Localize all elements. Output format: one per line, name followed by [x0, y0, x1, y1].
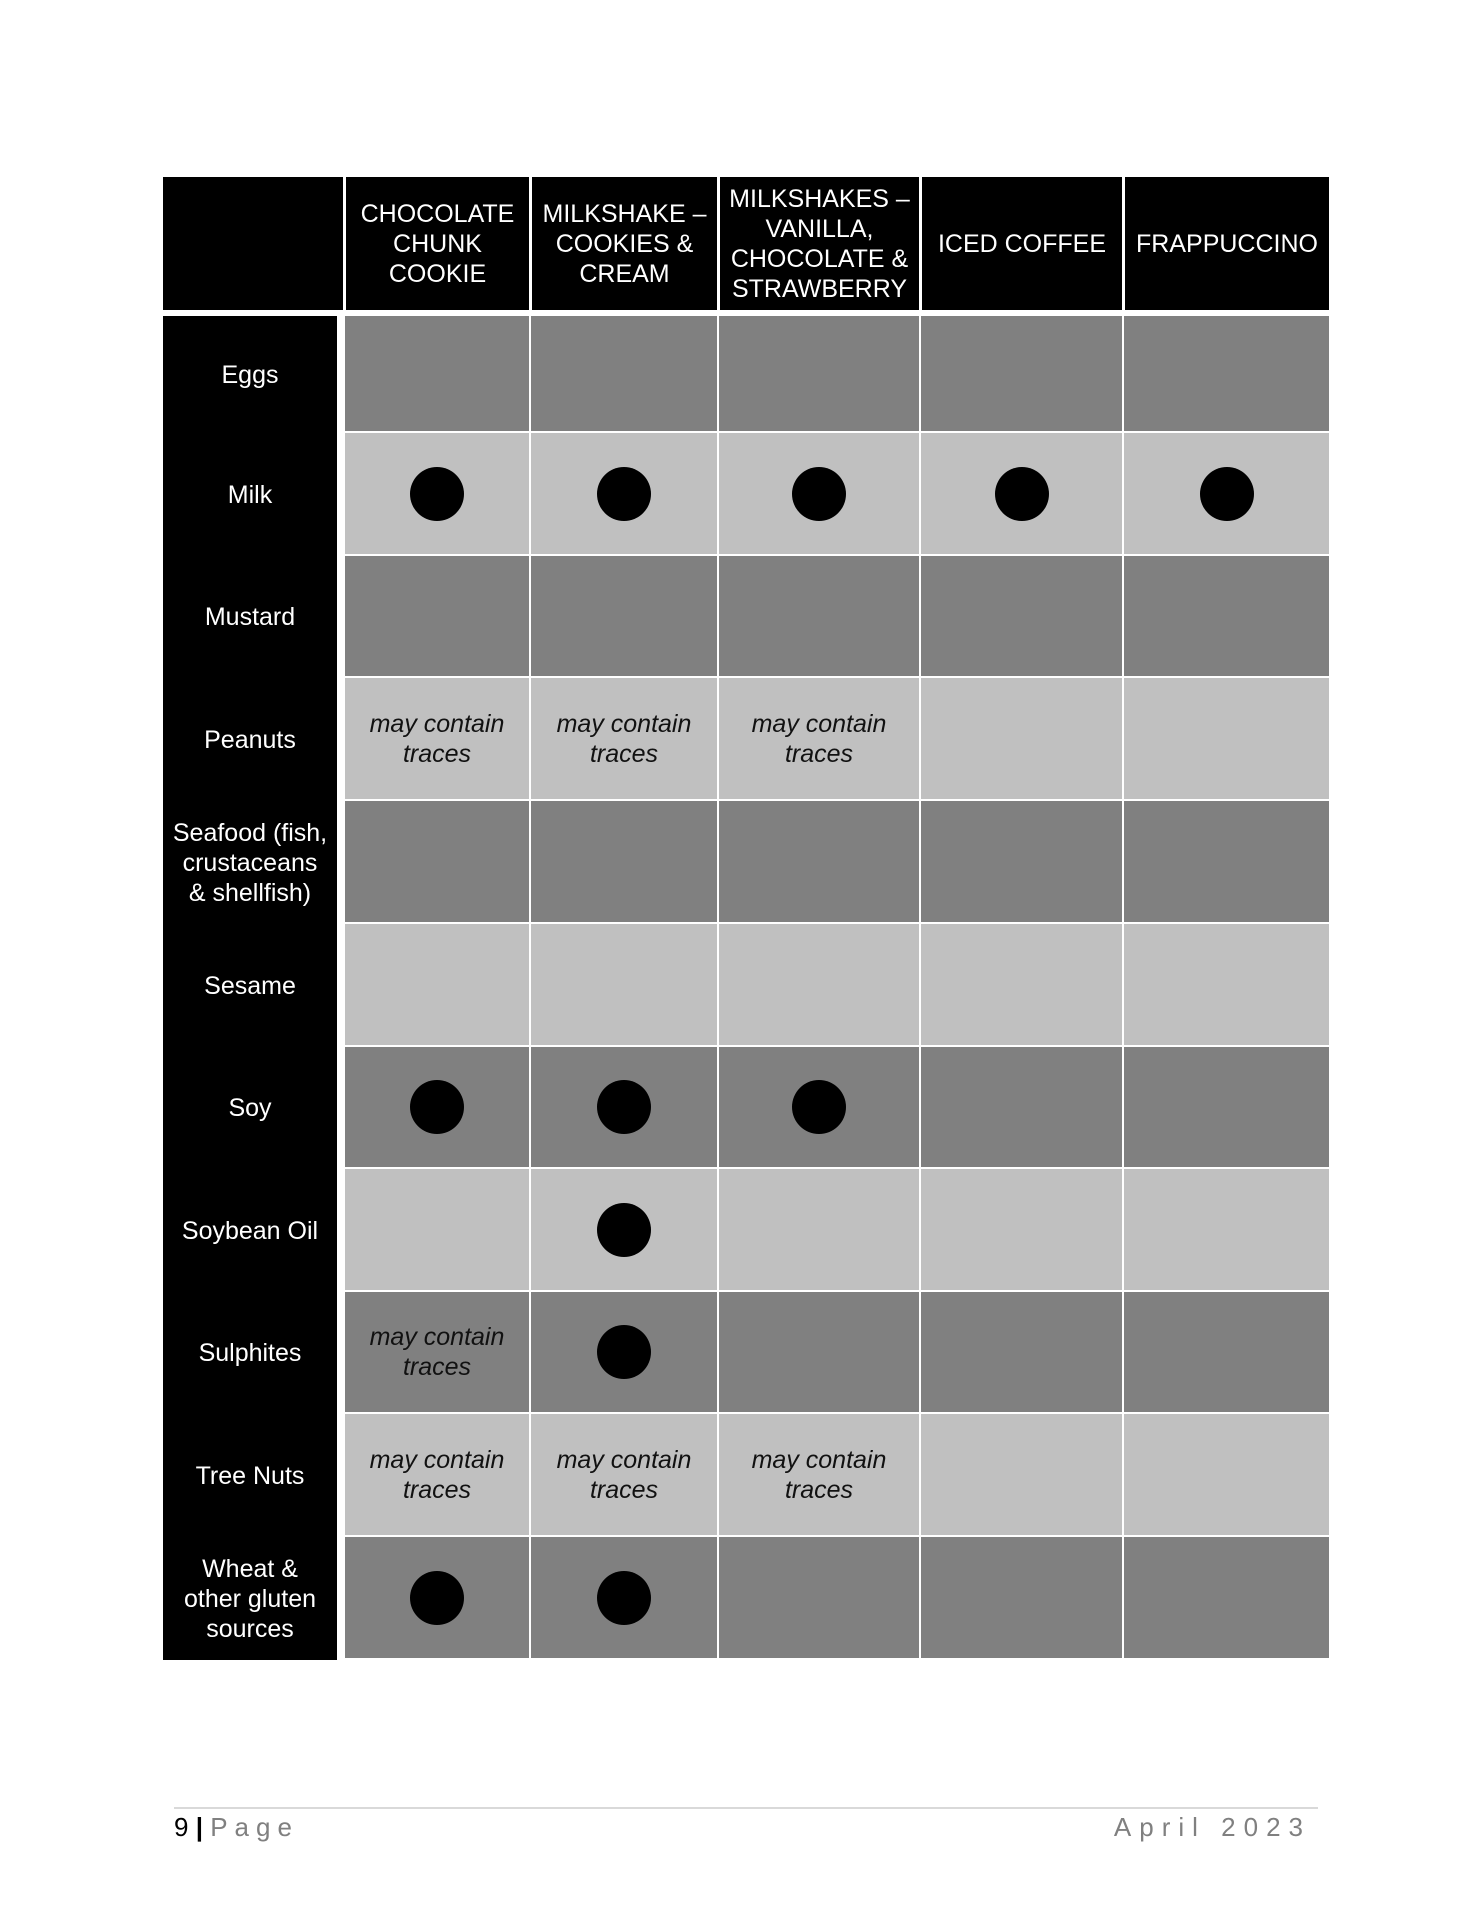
- table-cell: [1122, 556, 1329, 678]
- page-word: Page: [210, 1812, 299, 1842]
- table-cell: [717, 433, 919, 556]
- table-cell: [919, 1169, 1122, 1292]
- table-cell: [717, 1169, 919, 1292]
- table-cell: [343, 1047, 529, 1169]
- trace-note: may contain traces: [369, 1445, 505, 1504]
- table-cell: [717, 801, 919, 924]
- table-cell: [919, 1292, 1122, 1414]
- table-cell: [1122, 1292, 1329, 1414]
- footer-date: April 2023: [1113, 1812, 1311, 1842]
- table-cell: [529, 1537, 717, 1660]
- page-number-footer: [174, 1812, 299, 1843]
- row-label: Sesame: [163, 924, 343, 1047]
- contains-dot-icon: [597, 1325, 651, 1379]
- trace-note: may contain traces: [556, 1445, 692, 1504]
- contains-dot-icon: [597, 467, 651, 521]
- table-cell: [529, 1414, 717, 1537]
- table-cell: [343, 801, 529, 924]
- table-cell: [1122, 433, 1329, 556]
- table-cell: [529, 1047, 717, 1169]
- table-cell: [343, 556, 529, 678]
- table-cell: [919, 316, 1122, 433]
- table-cell: [919, 1047, 1122, 1169]
- row-label: Peanuts: [163, 678, 343, 801]
- contains-dot-icon: [410, 1571, 464, 1625]
- trace-note: may contain traces: [751, 709, 887, 768]
- table-cell: [1122, 316, 1329, 433]
- contains-dot-icon: [597, 1080, 651, 1134]
- table-cell: [529, 801, 717, 924]
- row-label: Soy: [163, 1047, 343, 1169]
- table-cell: [919, 924, 1122, 1047]
- table-cell: [919, 1537, 1122, 1660]
- page-number: 9: [174, 1812, 189, 1842]
- contains-dot-icon: [597, 1203, 651, 1257]
- table-cell: [529, 1169, 717, 1292]
- table-cell: [343, 1292, 529, 1414]
- table-cell: [717, 678, 919, 801]
- table-cell: [1122, 1537, 1329, 1660]
- table-cell: [343, 316, 529, 433]
- table-cell: [919, 433, 1122, 556]
- trace-note: may contain traces: [369, 709, 505, 768]
- trace-note: may contain traces: [751, 1445, 887, 1504]
- column-header: CHOCOLATE CHUNK COOKIE: [343, 177, 529, 316]
- row-label: Wheat & other gluten sources: [163, 1537, 343, 1660]
- table-cell: [1122, 1169, 1329, 1292]
- table-cell: [343, 924, 529, 1047]
- table-cell: [1122, 1047, 1329, 1169]
- row-label: Soybean Oil: [163, 1169, 343, 1292]
- table-cell: [529, 433, 717, 556]
- allergen-table: [163, 177, 1329, 1667]
- row-label: Seafood (fish, crustaceans & shellfish): [163, 801, 343, 924]
- table-cell: [717, 924, 919, 1047]
- row-label: Sulphites: [163, 1292, 343, 1414]
- table-cell: [529, 316, 717, 433]
- table-cell: [343, 1169, 529, 1292]
- table-cell: [717, 1414, 919, 1537]
- contains-dot-icon: [410, 1080, 464, 1134]
- column-header: FRAPPUCCINO: [1122, 177, 1329, 316]
- table-corner: [163, 177, 343, 316]
- trace-note: may contain traces: [556, 709, 692, 768]
- table-cell: [717, 1047, 919, 1169]
- table-cell: [529, 924, 717, 1047]
- page-separator: |: [195, 1812, 203, 1842]
- column-header: ICED COFFEE: [919, 177, 1122, 316]
- table-cell: [919, 801, 1122, 924]
- table-cell: [919, 1414, 1122, 1537]
- column-header: MILKSHAKE – COOKIES & CREAM: [529, 177, 717, 316]
- contains-dot-icon: [995, 467, 1049, 521]
- row-label: Milk: [163, 433, 343, 556]
- row-label: Eggs: [163, 316, 343, 433]
- table-cell: [1122, 1414, 1329, 1537]
- contains-dot-icon: [792, 467, 846, 521]
- table-cell: [717, 316, 919, 433]
- table-cell: [919, 678, 1122, 801]
- table-cell: [717, 1292, 919, 1414]
- row-label: Tree Nuts: [163, 1414, 343, 1537]
- table-cell: [1122, 801, 1329, 924]
- table-cell: [529, 678, 717, 801]
- table-cell: [717, 556, 919, 678]
- row-label: Mustard: [163, 556, 343, 678]
- table-cell: [343, 433, 529, 556]
- footer-divider: [174, 1807, 1318, 1809]
- table-cell: [343, 1537, 529, 1660]
- table-cell: [343, 1414, 529, 1537]
- table-cell: [529, 1292, 717, 1414]
- contains-dot-icon: [597, 1571, 651, 1625]
- contains-dot-icon: [410, 467, 464, 521]
- trace-note: may contain traces: [369, 1323, 505, 1381]
- column-header: MILKSHAKES – VANILLA, CHOCOLATE & STRAWBERRY: [717, 177, 919, 316]
- contains-dot-icon: [1200, 467, 1254, 521]
- table-cell: [717, 1537, 919, 1660]
- table-cell: [1122, 924, 1329, 1047]
- table-cell: [343, 678, 529, 801]
- contains-dot-icon: [792, 1080, 846, 1134]
- table-cell: [1122, 678, 1329, 801]
- table-cell: [919, 556, 1122, 678]
- table-cell: [529, 556, 717, 678]
